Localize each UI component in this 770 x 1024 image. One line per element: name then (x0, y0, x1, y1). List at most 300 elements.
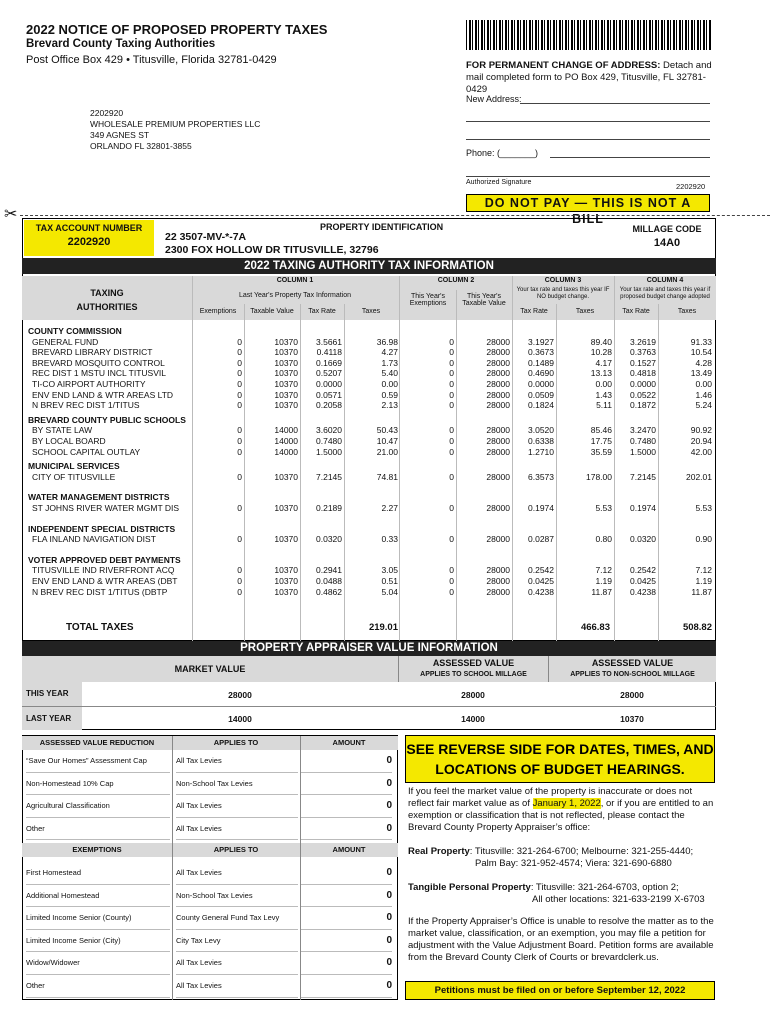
last-year-taxable-value: 10370 (274, 379, 298, 389)
divider (172, 736, 173, 1000)
no-change-tax-rate: 3.0520 (528, 425, 554, 436)
last-year-exemptions: 0 (237, 400, 242, 411)
new-address-label: New Address: (466, 94, 522, 104)
last-year-taxes: 2.13 (381, 400, 398, 411)
no-change-taxes: 13.13 (590, 368, 612, 379)
taxing-authority-name: N BREV REC DIST 1/TITUS (32, 400, 140, 411)
this-year-exemptions: 0 (449, 368, 454, 379)
this-year-taxable-value: 28000 (486, 379, 510, 389)
tangible-line-2: All other locations: 321-633-2199 X-6703 (532, 894, 705, 905)
market-this-year: 28000 (228, 690, 252, 700)
no-change-taxes: 5.11 (596, 400, 612, 411)
total-no-change: 466.83 (580, 622, 610, 633)
last-year-taxes: 5.40 (381, 368, 398, 379)
no-change-taxes: 0.80 (595, 534, 612, 545)
proposed-taxes: 90.92 (690, 425, 712, 436)
new-address-line-3[interactable] (466, 139, 710, 140)
column-1-subtitle: Last Year's Property Tax Information (238, 292, 352, 299)
this-year-taxable-value: 28000 (486, 565, 510, 576)
last-year-taxes: 0.00 (381, 379, 398, 389)
tax-group-name: MUNICIPAL SERVICES (28, 461, 120, 472)
phone-label: Phone: (_______) (466, 148, 539, 158)
appraiser-contact-paragraph (408, 786, 714, 834)
no-change-taxes: 85.46 (590, 425, 612, 436)
assessed-school-label: ASSESSED VALUE (432, 658, 515, 668)
last-year-tax-rate: 3.6020 (316, 425, 342, 436)
proposed-tax-rate: 7.2145 (630, 471, 656, 482)
no-change-tax-rate: 6.3573 (528, 471, 554, 482)
last-year-taxable-value: 14000 (274, 425, 298, 436)
millage-code: 14A0 (653, 237, 681, 249)
see-reverse-banner: SEE REVERSE SIDE FOR DATES, TIMES, AND LOCATIONS OF BUDGET HEARINGS. (405, 735, 715, 783)
millage-label: MILLAGE CODE (632, 224, 702, 234)
section-header-label: EXEMPTIONS (22, 843, 172, 857)
divider (300, 736, 301, 1000)
last-year-taxes: 36.98 (376, 336, 398, 347)
last-year-taxable-value: 10370 (274, 389, 298, 400)
taxing-authority-name: BY LOCAL BOARD (32, 436, 106, 446)
notice-title: 2022 NOTICE OF PROPOSED PROPERTY TAXES (26, 22, 328, 37)
last-year-taxes: 21.00 (376, 446, 398, 457)
row-label: Widow/Widower (26, 952, 170, 975)
row-label: Additional Homestead (26, 885, 170, 908)
address-change-instructions (466, 60, 716, 96)
taxing-authority-name: ENV END LAND & WTR AREAS (DBT (32, 576, 178, 586)
row-label: Non-Homestead 10% Cap (26, 773, 170, 796)
para1-text-b: , or if you are entitled to an exemption or classification that is not reflected, please contact the Brevard County Property Appraiser’s office: (408, 798, 714, 833)
last-year-taxable-value: 10370 (274, 565, 298, 576)
applies-to-header: APPLIES TO (172, 843, 300, 857)
assessed-nonschool-sub: APPLIES TO NON-SCHOOL MILLAGE (570, 671, 695, 678)
proposed-taxes: 20.94 (690, 436, 712, 446)
no-change-tax-rate: 0.1824 (528, 400, 554, 411)
no-change-tax-rate: 0.1489 (528, 357, 554, 368)
proposed-tax-rate: 0.0522 (630, 389, 656, 400)
new-address-line-1[interactable] (520, 103, 710, 104)
tax-info-title: 2022 TAXING AUTHORITY TAX INFORMATION (22, 258, 716, 274)
authority-address: Post Office Box 429 • Titusville, Florida 32781-0429 (26, 54, 277, 66)
last-year-exemptions: 0 (237, 565, 242, 576)
amount-header: AMOUNT (300, 736, 398, 750)
proposed-tax-rate: 0.1872 (630, 400, 656, 411)
proposed-taxes: 5.24 (695, 400, 712, 411)
this-year-taxable-value: 28000 (486, 446, 510, 457)
tangible-line-1: : Titusville: 321-264-6703, option 2; (530, 882, 679, 893)
last-year-taxes: 0.51 (381, 576, 398, 586)
col3-rate-header: Tax Rate (520, 308, 548, 315)
this-year-taxable-value: 28000 (486, 389, 510, 400)
property-id-label: PROPERTY IDENTIFICATION (320, 222, 444, 232)
last-year-taxes: 3.05 (381, 565, 398, 576)
owner-line-1: 2202920 (90, 108, 124, 118)
divider (658, 304, 659, 641)
no-change-taxes: 10.28 (590, 347, 612, 358)
amount-value: 0 (300, 862, 392, 885)
row-label: Limited Income Senior (City) (26, 930, 170, 953)
column-2-exemptions: This Year's Exemptions (409, 293, 447, 307)
this-year-taxable-value: 28000 (486, 347, 510, 358)
last-year-tax-rate: 0.5207 (316, 368, 342, 379)
tax-account-label: TAX ACCOUNT NUMBER (35, 223, 143, 233)
last-year-exemptions: 0 (237, 436, 242, 446)
row-label: Other (26, 975, 170, 998)
petition-deadline: Petitions must be filed on or before September 12, 2022 (405, 981, 715, 1000)
no-change-taxes: 11.87 (591, 586, 612, 597)
proposed-tax-rate: 0.1527 (630, 357, 656, 368)
tangible-label: Tangible Personal Property (408, 882, 531, 893)
divider (399, 276, 400, 641)
no-change-tax-rate: 0.0287 (528, 534, 554, 545)
taxing-authority-name: ST JOHNS RIVER WATER MGMT DIS (32, 503, 180, 513)
taxing-authority-name: ENV END LAND & WTR AREAS LTD (32, 389, 174, 400)
applies-to-value: County General Fund Tax Levy (176, 907, 298, 930)
owner-line-2: WHOLESALE PREMIUM PROPERTIES LLC (90, 119, 261, 129)
last-year-tax-rate: 0.2189 (316, 503, 342, 513)
proposed-taxes: 0.90 (695, 534, 712, 545)
this-year-exemptions: 0 (449, 425, 454, 436)
last-year-taxable-value: 10370 (274, 347, 298, 358)
applies-to-value: All Tax Levies (176, 862, 298, 885)
proposed-tax-rate: 0.0000 (630, 379, 656, 389)
proposed-taxes: 10.54 (690, 347, 712, 358)
divider (22, 706, 716, 707)
proposed-tax-rate: 1.5000 (630, 446, 656, 457)
owner-line-4: ORLANDO FL 32801-3855 (90, 141, 192, 151)
row-label: Other (26, 818, 170, 841)
last-year-tax-rate: 3.5661 (316, 336, 342, 347)
taxing-authority-name: BY STATE LAW (32, 425, 93, 436)
applies-to-value: Non-School Tax Levies (176, 885, 298, 908)
no-change-tax-rate: 0.0425 (528, 576, 554, 586)
amount-value: 0 (300, 750, 392, 773)
school-last-year: 14000 (461, 714, 485, 724)
applies-to-value: Non-School Tax Levies (176, 773, 298, 796)
para1-text-a: If you feel the market value of the property is inaccurate or does not reflect fair market value as of (408, 786, 693, 809)
school-this-year: 28000 (461, 690, 485, 700)
amount-value: 0 (300, 885, 392, 908)
this-year-taxable-value: 28000 (486, 336, 510, 347)
last-year-tax-rate: 0.4862 (316, 586, 342, 597)
address-change-heading: FOR PERMANENT CHANGE OF ADDRESS: (466, 60, 661, 71)
tax-group-name: COUNTY COMMISSION (28, 326, 122, 336)
scissors-icon: ✂ (4, 206, 18, 223)
proposed-tax-rate: 3.2619 (630, 336, 656, 347)
divider (344, 304, 345, 641)
appraiser-title: PROPERTY APPRAISER VALUE INFORMATION (22, 641, 716, 656)
this-year-taxable-value: 28000 (486, 503, 510, 513)
last-year-exemptions: 0 (237, 471, 242, 482)
no-change-taxes: 17.75 (590, 436, 612, 446)
no-change-tax-rate: 0.4690 (528, 368, 554, 379)
last-year-tax-rate: 0.0488 (316, 576, 342, 586)
last-year-exemptions: 0 (237, 586, 242, 597)
no-change-taxes: 1.19 (595, 576, 612, 586)
last-year-exemptions: 0 (237, 389, 242, 400)
no-change-tax-rate: 0.3673 (528, 347, 554, 358)
signature-label: Authorized Signature (466, 179, 532, 186)
total-last-year: 219.01 (368, 622, 398, 633)
no-change-taxes: 5.53 (595, 503, 612, 513)
col1-rate-header: Tax Rate (308, 308, 336, 315)
taxing-authority-name: FLA INLAND NAVIGATION DIST (32, 534, 156, 545)
col3-taxes-header: Taxes (575, 308, 595, 315)
tax-group-name: VOTER APPROVED DEBT PAYMENTS (28, 554, 181, 565)
column-4-subtitle: Your tax rate and taxes this year if proposed budget change adopted (619, 287, 711, 300)
last-year-taxes: 10.47 (376, 436, 398, 446)
petition-paragraph: If the Property Appraiser’s Office is unable to resolve the matter as to the market value, classification, or an exemption, you may file a petition for adjustment with the Value Adjustment Board. Petition forms are available from the Brevard County Clerk of Courts or brevardclerk.us. (408, 916, 714, 963)
last-year-tax-rate: 7.2145 (316, 471, 342, 482)
this-year-exemptions: 0 (449, 565, 454, 576)
applies-to-value: All Tax Levies (176, 975, 298, 998)
no-change-taxes: 4.17 (595, 357, 612, 368)
signature-line[interactable] (466, 176, 710, 177)
last-year-taxable-value: 10370 (274, 576, 298, 586)
taxing-authority-name: GENERAL FUND (32, 336, 99, 347)
last-year-exemptions: 0 (237, 357, 242, 368)
last-year-taxable-value: 10370 (274, 534, 298, 545)
this-year-taxable-value: 28000 (486, 357, 510, 368)
cut-line (20, 215, 770, 216)
last-year-exemptions: 0 (237, 368, 242, 379)
no-change-tax-rate: 0.0000 (528, 379, 554, 389)
amount-value: 0 (300, 930, 392, 953)
no-change-taxes: 178.00 (586, 471, 612, 482)
no-change-tax-rate: 0.1974 (528, 503, 554, 513)
last-year-exemptions: 0 (237, 336, 242, 347)
new-address-line-2[interactable] (466, 121, 710, 122)
this-year-label: THIS YEAR (22, 682, 82, 706)
assessed-school-sub: APPLIES TO SCHOOL MILLAGE (420, 671, 527, 678)
this-year-taxable-value: 28000 (486, 534, 510, 545)
this-year-exemptions: 0 (449, 436, 454, 446)
amount-value: 0 (300, 907, 392, 930)
proposed-taxes: 11.87 (691, 586, 712, 597)
last-year-taxes: 74.81 (376, 471, 398, 482)
account-ref: 2202920 (676, 182, 706, 191)
proposed-taxes: 42.00 (690, 446, 712, 457)
this-year-taxable-value: 28000 (486, 368, 510, 379)
col1-taxable-header: Taxable Value (250, 308, 294, 315)
last-year-taxes: 1.73 (381, 357, 398, 368)
last-year-exemptions: 0 (237, 425, 242, 436)
owner-line-3: 349 AGNES ST (90, 130, 150, 140)
last-year-tax-rate: 0.4118 (316, 347, 342, 358)
phone-line[interactable] (550, 157, 710, 158)
last-year-taxable-value: 14000 (274, 446, 298, 457)
site-address: 2300 FOX HOLLOW DR TITUSVILLE, 32796 (165, 244, 379, 256)
last-year-exemptions: 0 (237, 379, 242, 389)
amount-header: AMOUNT (300, 843, 398, 857)
this-year-exemptions: 0 (449, 446, 454, 457)
this-year-exemptions: 0 (449, 471, 454, 482)
column-3-subtitle: Your tax rate and taxes this year IF NO budget change. (516, 287, 610, 300)
last-year-taxable-value: 10370 (274, 503, 298, 513)
this-year-taxable-value: 28000 (486, 586, 510, 597)
proposed-tax-rate: 0.0320 (630, 534, 656, 545)
total-taxes-label: TOTAL TAXES (66, 622, 134, 633)
no-change-taxes: 7.12 (595, 565, 612, 576)
col1-exemptions-header: Exemptions (199, 308, 237, 315)
proposed-taxes: 91.33 (690, 336, 712, 347)
real-property-line-1: : Titusville: 321-264-6700; Melbourne: 321-255-4440; (469, 846, 694, 857)
column-2-label: COLUMN 2 (437, 277, 475, 284)
market-value-header: MARKET VALUE (22, 656, 398, 682)
last-year-tax-rate: 0.2058 (316, 400, 342, 411)
do-not-pay-banner: DO NOT PAY — THIS IS NOT A BILL (466, 194, 710, 212)
no-change-tax-rate: 0.2542 (528, 565, 554, 576)
taxing-authority-name: TITUSVILLE IND RIVERFRONT ACQ (32, 565, 175, 576)
proposed-tax-rate: 0.0425 (630, 576, 656, 586)
last-year-tax-rate: 0.0000 (316, 379, 342, 389)
no-change-tax-rate: 0.6338 (528, 436, 554, 446)
taxing-authority-name: CITY OF TITUSVILLE (32, 471, 116, 482)
proposed-tax-rate: 0.1974 (630, 503, 656, 513)
property-identification (165, 231, 379, 257)
col4-rate-header: Tax Rate (622, 308, 650, 315)
last-year-taxes: 4.27 (381, 347, 398, 358)
no-change-taxes: 0.00 (595, 379, 612, 389)
last-year-taxes: 5.04 (381, 586, 398, 597)
address-change-text: Detach and mail completed form to PO Box 429, Titusville, FL 32781-0429 (466, 60, 712, 95)
col1-taxes-header: Taxes (361, 308, 381, 315)
amount-value: 0 (300, 975, 392, 998)
last-year-taxes: 2.27 (381, 503, 398, 513)
applies-to-value: All Tax Levies (176, 952, 298, 975)
taxing-authority-name: BREVARD MOSQUITO CONTROL (32, 357, 165, 368)
this-year-exemptions: 0 (449, 503, 454, 513)
proposed-taxes: 5.53 (695, 503, 712, 513)
this-year-exemptions: 0 (449, 586, 454, 597)
real-property-line-2: Palm Bay: 321-952-4574; Viera: 321-690-6880 (475, 858, 672, 869)
no-change-tax-rate: 1.2710 (528, 446, 554, 457)
last-year-taxable-value: 10370 (274, 336, 298, 347)
barcode (466, 20, 712, 50)
last-year-taxable-value: 14000 (274, 436, 298, 446)
this-year-exemptions: 0 (449, 534, 454, 545)
tax-group-name: INDEPENDENT SPECIAL DISTRICTS (28, 523, 176, 534)
last-year-exemptions: 0 (237, 446, 242, 457)
assessed-school-header (398, 656, 548, 682)
applies-to-value: All Tax Levies (176, 795, 298, 818)
no-change-tax-rate: 3.1927 (528, 336, 554, 347)
parcel-id: 22 3507-MV-*-7A (165, 231, 247, 243)
last-year-tax-rate: 0.1669 (316, 357, 342, 368)
taxing-authority-name: BREVARD LIBRARY DISTRICT (32, 347, 153, 358)
proposed-tax-rate: 0.7480 (630, 436, 656, 446)
last-year-tax-rate: 0.7480 (316, 436, 342, 446)
no-change-tax-rate: 0.4238 (528, 586, 554, 597)
section-header-label: ASSESSED VALUE REDUCTION (22, 736, 172, 750)
last-year-label: LAST YEAR (22, 706, 82, 730)
amount-value: 0 (300, 952, 392, 975)
taxing-authority-name: REC DIST 1 MSTU INCL TITUSVIL (32, 368, 166, 379)
last-year-taxes: 50.43 (376, 425, 398, 436)
real-property-contacts (408, 846, 714, 870)
tax-account-box (24, 220, 154, 256)
proposed-tax-rate: 0.2542 (630, 565, 656, 576)
last-year-exemptions: 0 (237, 534, 242, 545)
row-label: Limited Income Senior (County) (26, 907, 170, 930)
tax-group-name: BREVARD COUNTY PUBLIC SCHOOLS (28, 414, 186, 425)
real-property-label: Real Property (408, 846, 470, 857)
market-last-year: 14000 (228, 714, 252, 724)
applies-to-value: City Tax Levy (176, 930, 298, 953)
applies-to-header: APPLIES TO (172, 736, 300, 750)
column-3-label: COLUMN 3 (544, 277, 582, 284)
proposed-taxes: 0.00 (695, 379, 712, 389)
last-year-tax-rate: 0.2941 (316, 565, 342, 576)
last-year-exemptions: 0 (237, 503, 242, 513)
amount-value: 0 (300, 818, 392, 841)
this-year-exemptions: 0 (449, 379, 454, 389)
proposed-tax-rate: 0.3763 (630, 347, 656, 358)
amount-value: 0 (300, 795, 392, 818)
this-year-exemptions: 0 (449, 347, 454, 358)
this-year-exemptions: 0 (449, 400, 454, 411)
nonschool-last-year: 10370 (620, 714, 644, 724)
assessed-nonschool-label: ASSESSED VALUE (591, 658, 674, 668)
proposed-taxes: 7.12 (695, 565, 712, 576)
taxing-authorities-header: TAXING AUTHORITIES (22, 276, 192, 320)
total-proposed: 508.82 (682, 622, 712, 633)
row-label: First Homestead (26, 862, 170, 885)
taxing-authority-name: N BREV REC DIST 1/TITUS (DBTP (32, 586, 168, 597)
last-year-taxable-value: 10370 (274, 400, 298, 411)
this-year-taxable-value: 28000 (486, 471, 510, 482)
this-year-exemptions: 0 (449, 389, 454, 400)
no-change-tax-rate: 0.0509 (528, 389, 554, 400)
no-change-taxes: 1.43 (595, 389, 612, 400)
proposed-taxes: 13.49 (690, 368, 712, 379)
millage-code-box (620, 222, 714, 250)
last-year-taxes: 0.33 (381, 534, 398, 545)
this-year-taxable-value: 28000 (486, 436, 510, 446)
last-year-tax-rate: 1.5000 (316, 446, 342, 457)
divider (456, 290, 457, 641)
last-year-taxable-value: 10370 (274, 471, 298, 482)
proposed-taxes: 202.01 (686, 471, 712, 482)
no-change-taxes: 35.59 (590, 446, 612, 457)
amount-value: 0 (300, 773, 392, 796)
col4-taxes-header: Taxes (677, 308, 697, 315)
column-1-label: COLUMN 1 (276, 277, 314, 284)
taxing-authority-name: SCHOOL CAPITAL OUTLAY (32, 446, 141, 457)
column-2-taxable: This Year's Taxable Value (462, 293, 506, 307)
last-year-exemptions: 0 (237, 576, 242, 586)
this-year-taxable-value: 28000 (486, 400, 510, 411)
tangible-property-contacts (408, 882, 714, 906)
this-year-taxable-value: 28000 (486, 576, 510, 586)
this-year-taxable-value: 28000 (486, 425, 510, 436)
applies-to-value: All Tax Levies (176, 818, 298, 841)
no-change-taxes: 89.40 (590, 336, 612, 347)
last-year-taxable-value: 10370 (274, 586, 298, 597)
applies-to-value: All Tax Levies (176, 750, 298, 773)
notice-subtitle: Brevard County Taxing Authorities (26, 38, 216, 50)
last-year-taxable-value: 10370 (274, 368, 298, 379)
column-4-label: COLUMN 4 (646, 277, 684, 284)
nonschool-this-year: 28000 (620, 690, 644, 700)
proposed-tax-rate: 3.2470 (630, 425, 656, 436)
proposed-taxes: 1.46 (695, 389, 712, 400)
last-year-taxable-value: 10370 (274, 357, 298, 368)
row-label: Agricultural Classification (26, 795, 170, 818)
divider (244, 304, 245, 641)
row-label: “Save Our Homes” Assessment Cap (26, 750, 170, 773)
assessed-nonschool-header (548, 656, 716, 682)
owner-address-block (90, 108, 260, 152)
last-year-tax-rate: 0.0320 (316, 534, 342, 545)
